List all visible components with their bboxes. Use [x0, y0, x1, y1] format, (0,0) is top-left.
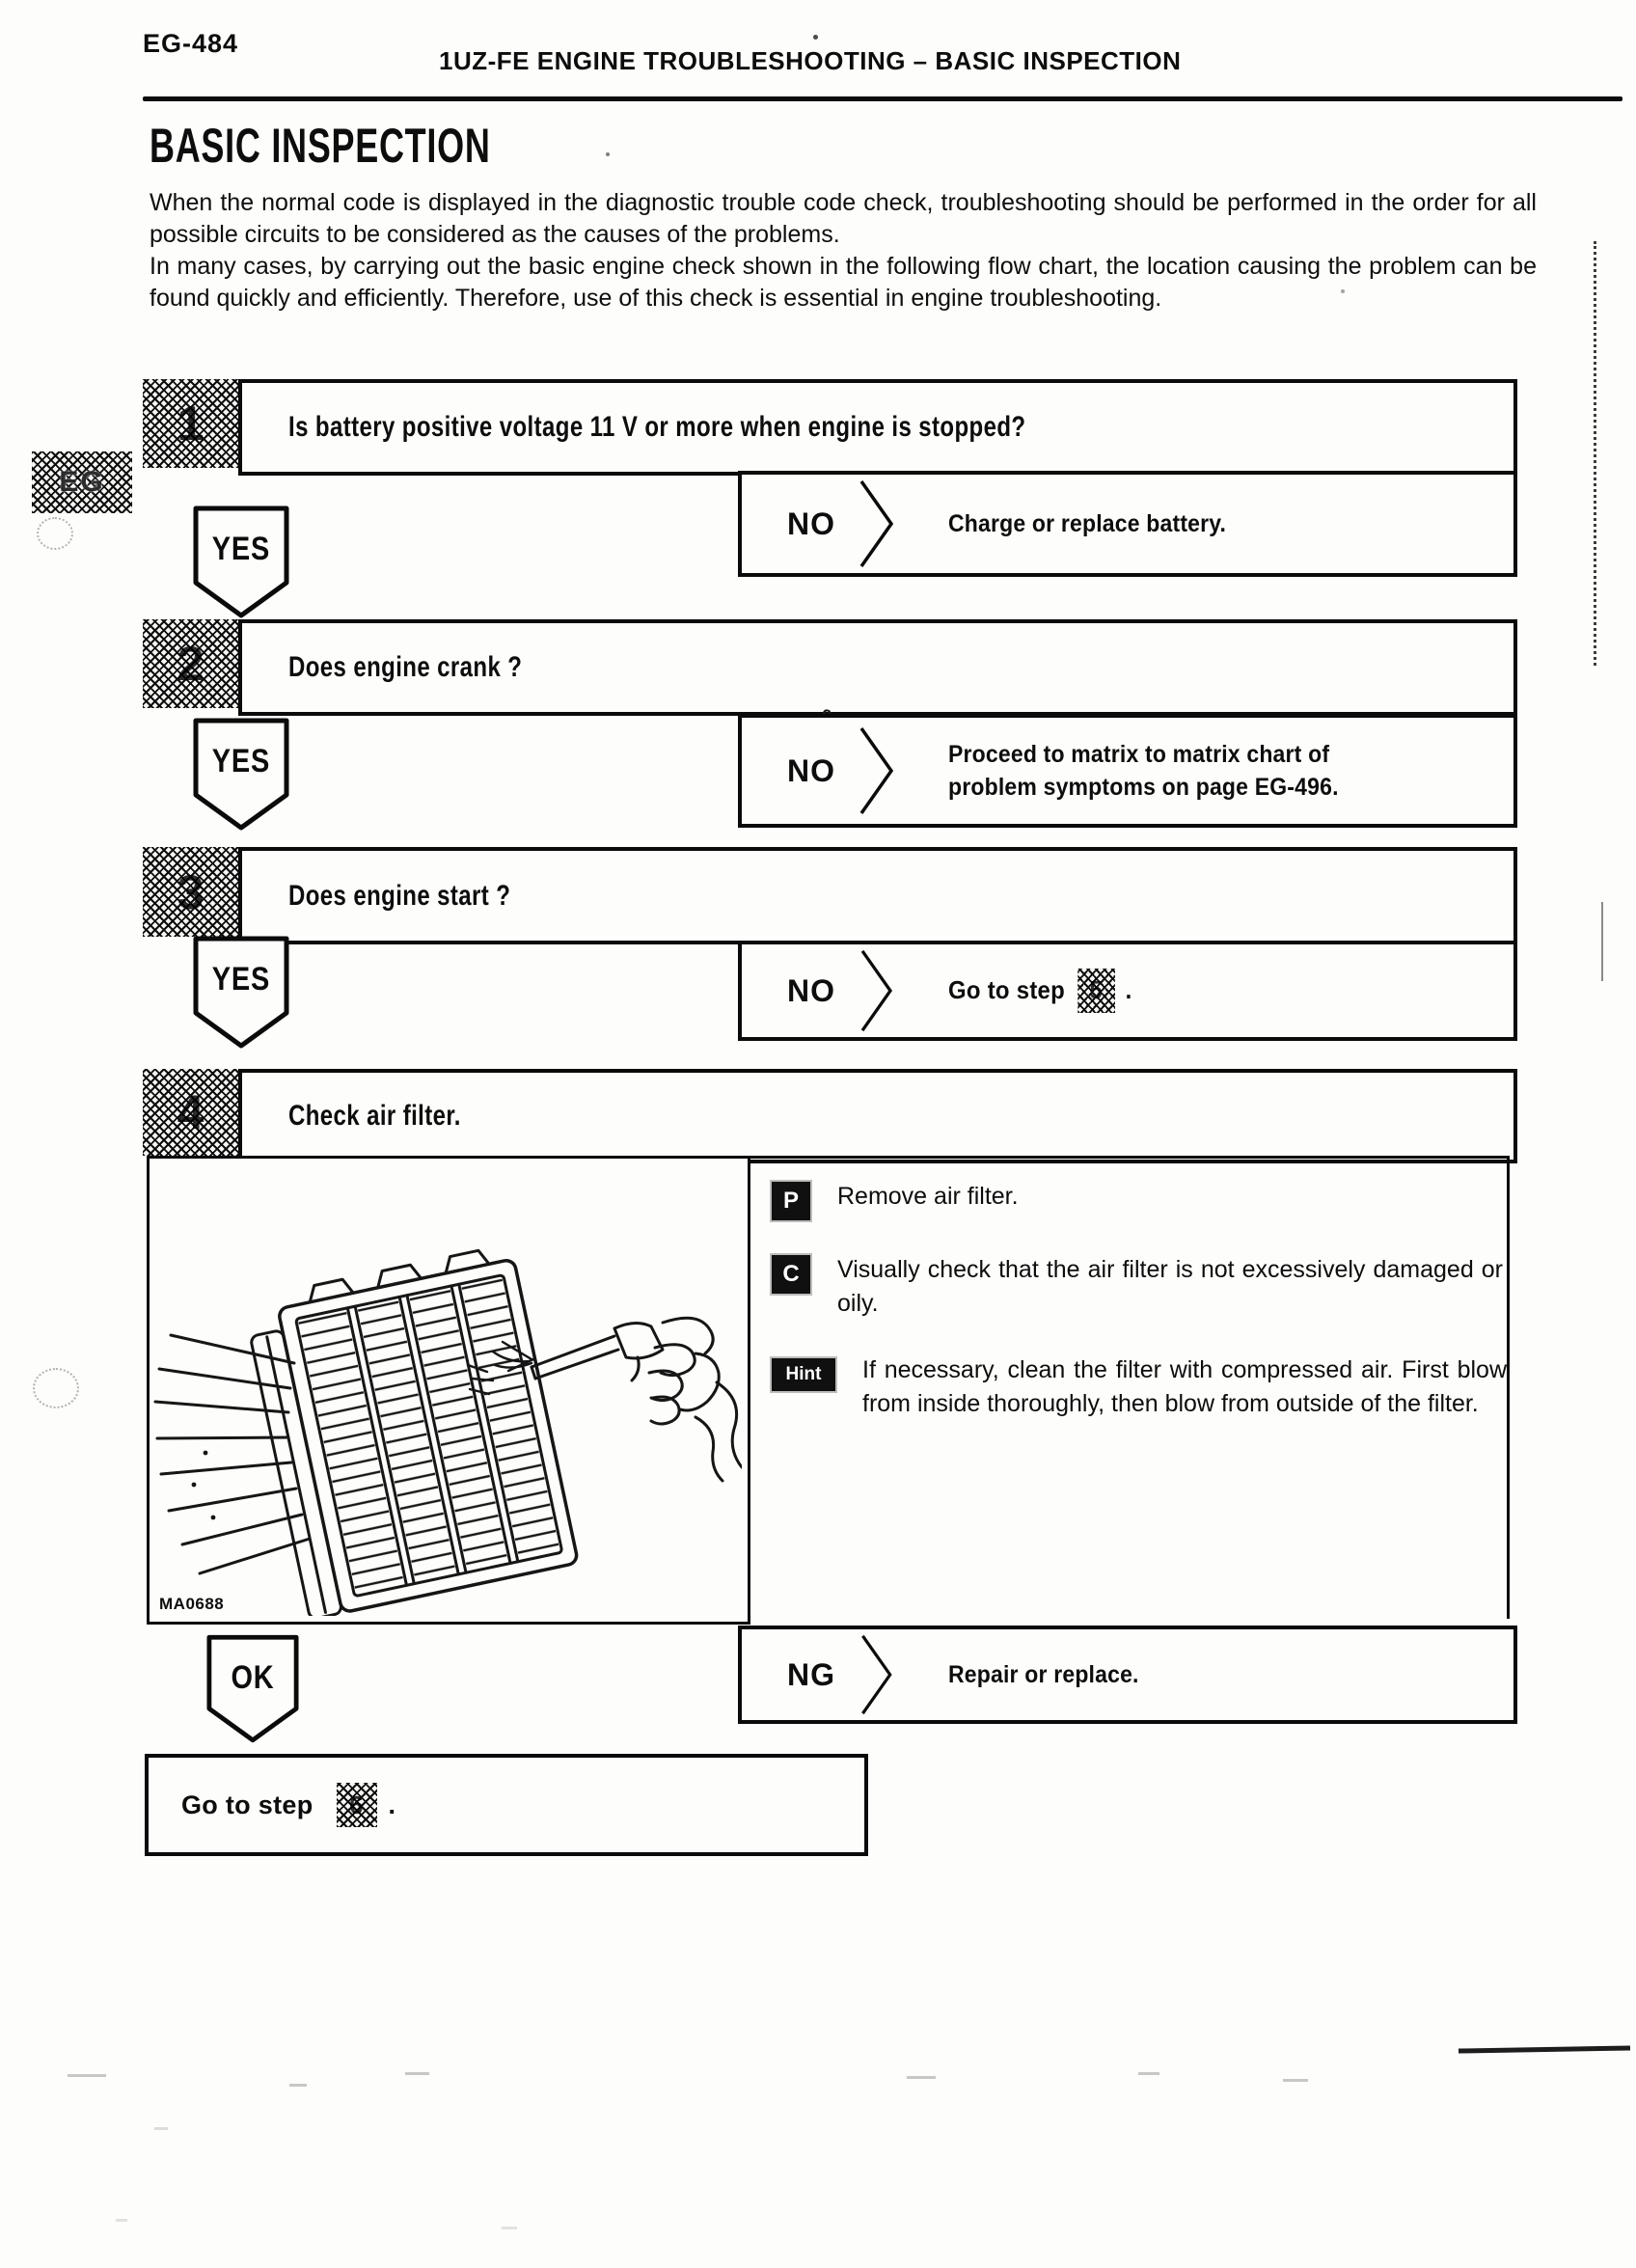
chevron-right-icon [859, 479, 894, 568]
check-c-icon: C [772, 1255, 810, 1294]
scan-artifact-dotted-line [1594, 241, 1596, 666]
ng-label: NG [787, 1656, 835, 1692]
scan-artifact-dash [1138, 2072, 1159, 2075]
result-line: problem symptoms on page EG-496. [948, 774, 1339, 801]
step-3-no-result [948, 969, 1132, 1013]
step-3-question-box [238, 847, 1517, 944]
chevron-right-icon [859, 949, 894, 1032]
step-1-number: 1 [177, 396, 204, 451]
scan-artifact-dash [1459, 2045, 1630, 2053]
step-4-question-box [238, 1069, 1517, 1163]
step-4-number: 4 [177, 1085, 204, 1139]
ok-label: OK [231, 1659, 275, 1696]
step-ref-badge [337, 1783, 377, 1827]
step-3-number-badge [143, 847, 238, 937]
result-line: Proceed to matrix to matrix chart of [948, 741, 1330, 768]
page-code: EG-484 [143, 29, 239, 58]
figure-code: MA0688 [159, 1595, 225, 1613]
scan-artifact-dash [154, 2127, 168, 2130]
scan-artifact-circle [33, 1368, 79, 1408]
step-ref-badge [1077, 969, 1115, 1013]
yes-label: YES [211, 961, 271, 997]
side-tab-eg [32, 451, 132, 513]
step-4-instructions [745, 1156, 1510, 1619]
intro-paragraph-1: When the normal code is displayed in the diagnostic trouble code check, troubleshooting should be performed in the order for all possible circuits to be considered as the causes of the problems. [150, 189, 1537, 248]
yes-arrow-step-3 [193, 936, 289, 1050]
step-1-number-badge [143, 379, 238, 468]
air-filter-figure [147, 1156, 750, 1625]
final-goto-text [181, 1783, 395, 1827]
step-3-number: 3 [177, 864, 204, 919]
no-label: NO [787, 506, 835, 541]
yes-arrow-step-1 [193, 506, 289, 619]
final-goto-box [145, 1754, 868, 1856]
instruction-text: Visually check that the air filter is not excessively damaged or oily. [837, 1256, 1503, 1317]
instruction-text: If necessary, clean the filter with compressed air. First blow from inside thoroughly, then blow from outside of the filter. [862, 1356, 1507, 1417]
air-filter-illustration [150, 1159, 742, 1616]
step-2-no-box [738, 714, 1517, 828]
step-2-question-box [238, 619, 1517, 716]
step-ref-number: 5 [1089, 975, 1104, 1005]
step-4-ng-result: Repair or replace. [948, 1661, 1139, 1688]
page-header-title: 1UZ-FE ENGINE TROUBLESHOOTING – BASIC INSPECTION [439, 46, 1182, 75]
ok-arrow-step-4 [206, 1634, 299, 1744]
step-1-question: Is battery positive voltage 11 V or more when engine is stopped? [288, 411, 1026, 443]
section-title: BASIC INSPECTION [150, 119, 491, 173]
step-3-question: Does engine start ? [288, 879, 511, 912]
scan-artifact-speck [606, 152, 610, 156]
no-label: NO [787, 752, 835, 788]
no-label: NO [787, 972, 835, 1008]
step-1-no-result: Charge or replace battery. [948, 510, 1227, 537]
goto-prefix: Go to step [948, 975, 1066, 1005]
step-4-question: Check air filter. [288, 1100, 461, 1132]
step-3-no-box [738, 941, 1517, 1041]
yes-label: YES [211, 743, 271, 779]
step-2-question: Does engine crank ? [288, 651, 523, 683]
scan-artifact-line [1601, 902, 1603, 981]
scan-artifact-dash [1283, 2079, 1308, 2082]
instruction-text: Remove air filter. [837, 1183, 1019, 1210]
step-4-ng-box [738, 1626, 1517, 1724]
scan-artifact-dash [68, 2074, 106, 2077]
scan-artifact-speck [1341, 289, 1345, 293]
scan-artifact-dash [907, 2076, 936, 2079]
scan-artifact-circle [37, 517, 73, 550]
hint-icon: Hint [772, 1358, 835, 1391]
goto-suffix: . [388, 1790, 396, 1819]
chevron-right-icon [859, 726, 894, 815]
scan-artifact-dash [502, 2227, 517, 2229]
step-1-question-box [238, 379, 1517, 476]
goto-suffix: . [1125, 975, 1132, 1005]
instruction-remove [772, 1180, 1507, 1220]
step-ref-number: 6 [349, 1790, 364, 1819]
step-4-number-badge [143, 1069, 238, 1156]
intro-paragraph-2: In many cases, by carrying out the basic engine check shown in the following flow chart, the location causing the problem can be found quickly and efficiently. Therefore, use of this check is essential in engine troubleshooting. [150, 253, 1537, 312]
header-rule [143, 96, 1622, 101]
procedure-p-icon: P [772, 1182, 810, 1220]
chevron-right-icon [859, 1634, 894, 1715]
step-2-no-result [948, 738, 1339, 804]
yes-label: YES [211, 531, 271, 567]
step-1-no-box [738, 471, 1517, 577]
scan-artifact-dash [405, 2072, 429, 2075]
instruction-check [772, 1253, 1507, 1321]
scan-artifact-dash [116, 2219, 127, 2222]
scan-artifact-speck [813, 35, 818, 40]
instruction-hint [772, 1353, 1507, 1421]
goto-prefix: Go to step [181, 1790, 314, 1819]
step-2-number: 2 [177, 637, 204, 691]
step-2-number-badge [143, 619, 238, 708]
side-tab-label: EG [59, 466, 105, 498]
yes-arrow-step-2 [193, 718, 289, 832]
scan-artifact-dash [289, 2084, 307, 2087]
